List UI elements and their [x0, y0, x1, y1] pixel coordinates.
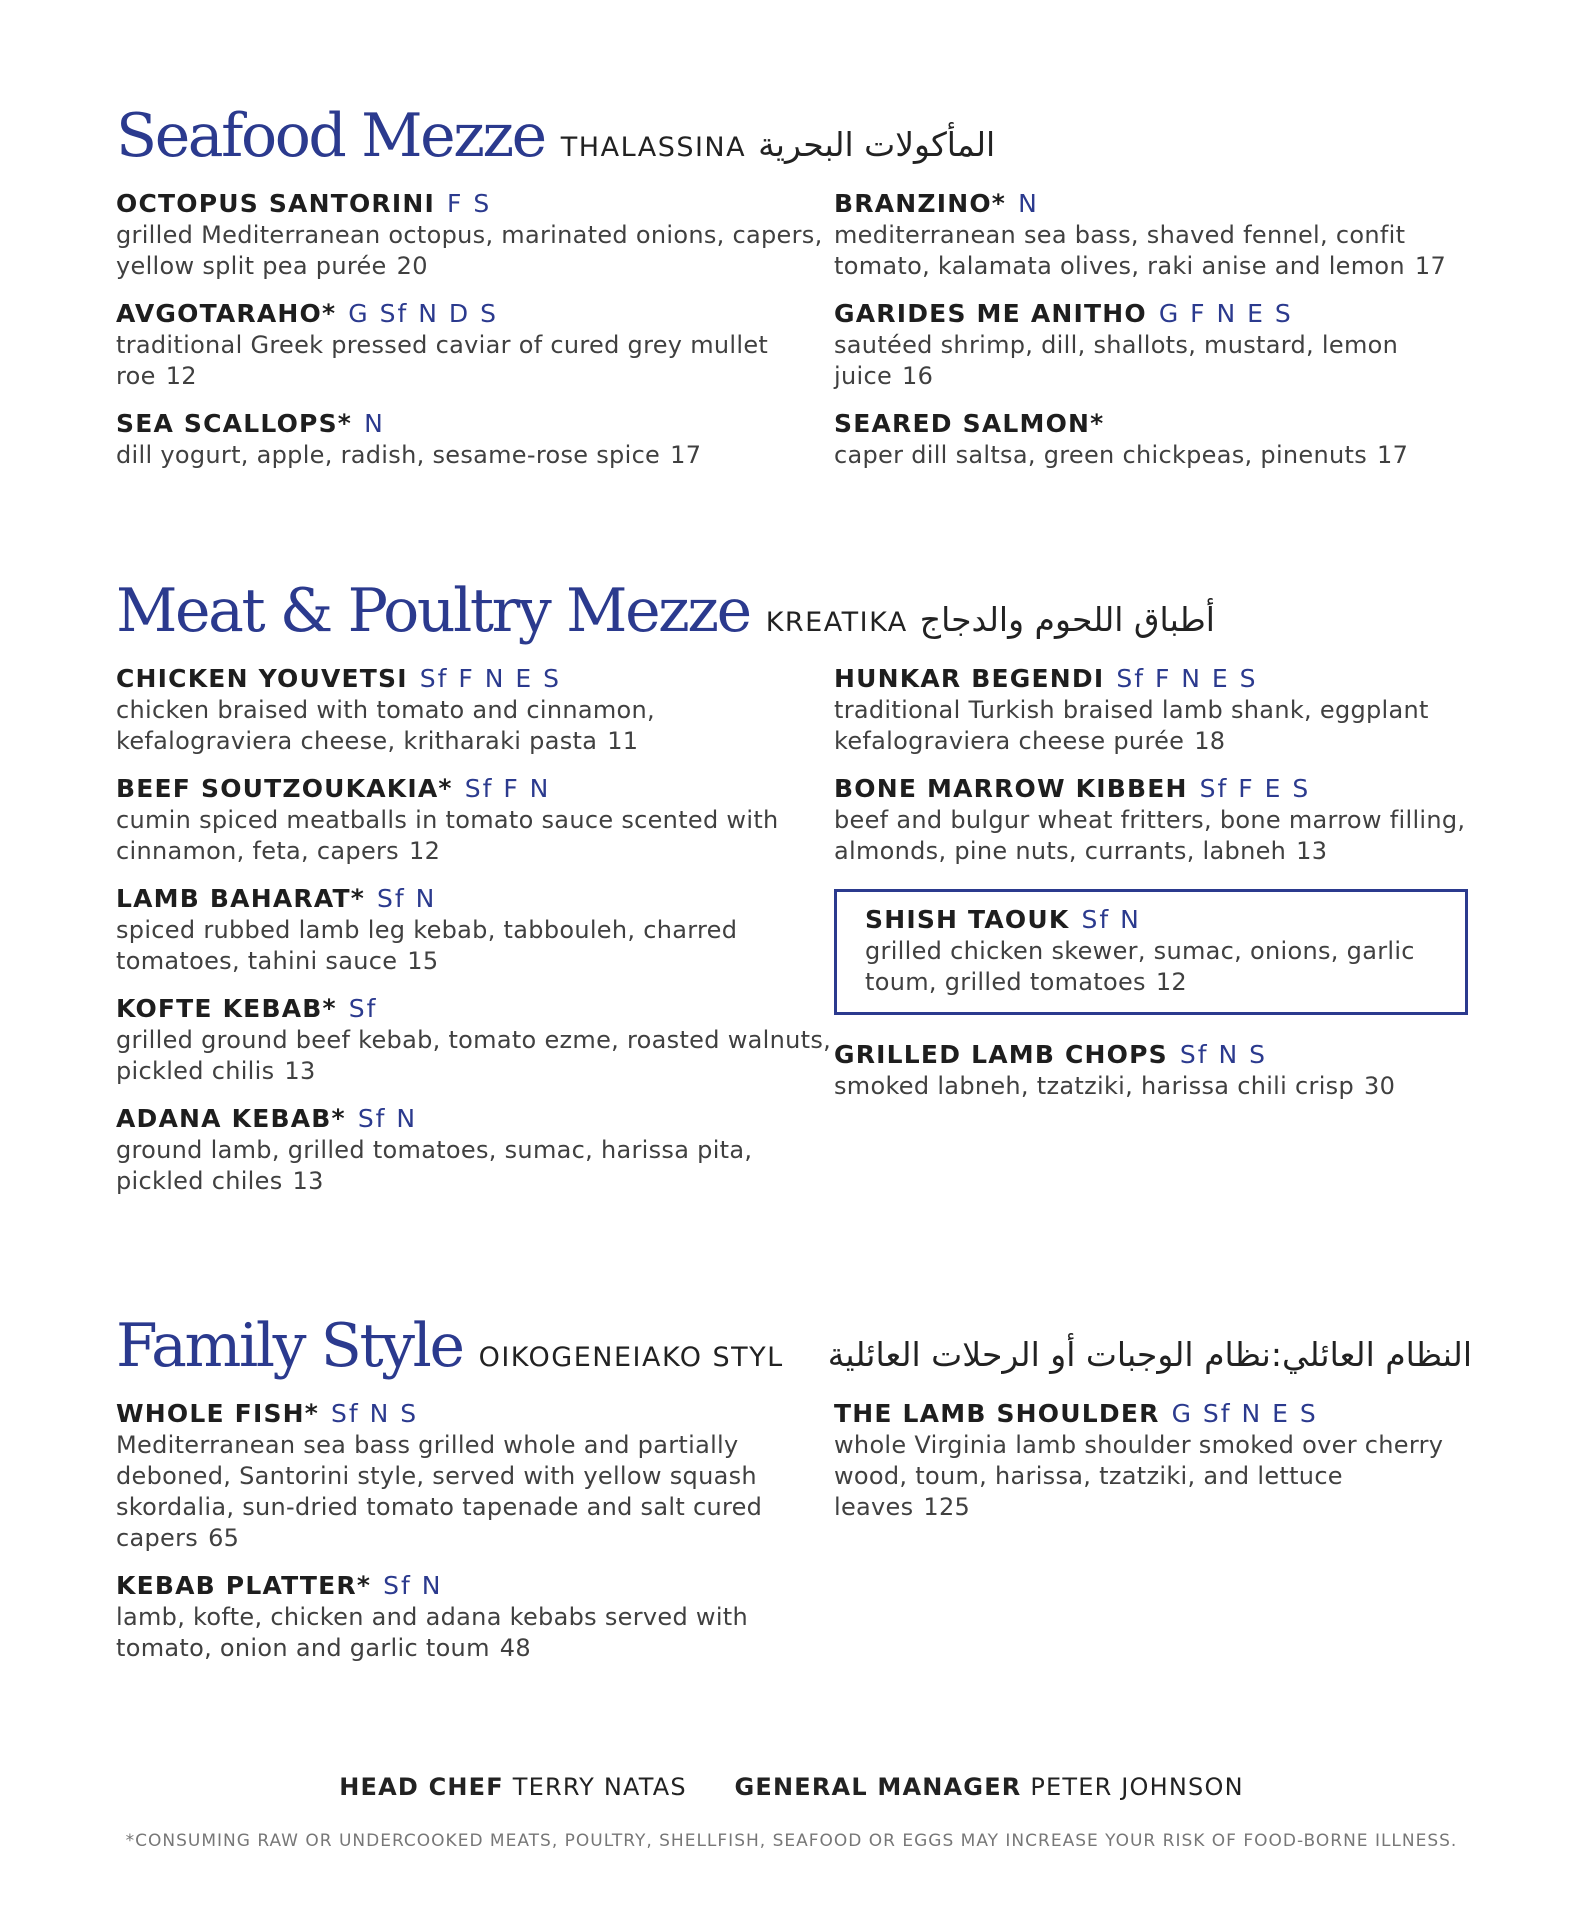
menu-item-description: traditional Greek pressed caviar of cured grey mullet roe [116, 331, 769, 390]
menu-item-description-line [834, 440, 1472, 471]
menu-item-name: BONE MARROW KIBBEH [834, 774, 1188, 803]
allergen-tags: F S [447, 189, 492, 218]
menu-item-description: traditional Turkish braised lamb shank, eggplant kefalograviera cheese purée [834, 696, 1429, 755]
menu-item-description-line [834, 330, 1472, 392]
menu-item-description-line [865, 936, 1437, 998]
menu-item-description-line [116, 440, 834, 471]
menu-item-name: GRILLED LAMB CHOPS [834, 1040, 1168, 1069]
menu-item [116, 1398, 834, 1554]
featured-menu-item [834, 889, 1468, 1015]
menu-item-description-line [834, 1430, 1472, 1523]
allergen-tags: Sf F N E S [1116, 664, 1258, 693]
menu-item-name-line [116, 1570, 834, 1602]
meat-right-column [834, 663, 1472, 1213]
menu-item-description-line [116, 1602, 834, 1664]
family-title: Family Style [116, 1311, 463, 1381]
menu-item-name-line [116, 1398, 834, 1430]
menu-item-name: SHISH TAOUK [865, 905, 1070, 934]
allergen-tags: Sf F N E S [419, 664, 561, 693]
menu-item-description: mediterranean sea bass, shaved fennel, confit tomato, kalamata olives, raki anise and lemon [834, 221, 1406, 280]
menu-item [116, 298, 834, 392]
menu-item-description-line [116, 805, 834, 867]
menu-item [834, 1039, 1472, 1102]
menu-item-name: KOFTE KEBAB* [116, 994, 337, 1023]
menu-item-price: 11 [607, 727, 639, 755]
allergen-tags: Sf F E S [1199, 774, 1311, 803]
menu-item-name-line [834, 188, 1472, 220]
menu-item-description: chicken braised with tomato and cinnamon, kefalograviera cheese, kritharaki pasta [116, 696, 655, 755]
menu-item-name-line [116, 408, 834, 440]
meat-columns [116, 663, 1472, 1213]
menu-item-name: HUNKAR BEGENDI [834, 664, 1105, 693]
menu-item-price: 12 [1155, 968, 1187, 996]
menu-item [834, 773, 1472, 867]
menu-item [116, 663, 834, 757]
seafood-title: Seafood Mezze [116, 101, 545, 171]
menu-item-description-line [116, 915, 834, 977]
allergen-tags: Sf N [383, 1571, 443, 1600]
menu-item-price: 65 [208, 1524, 240, 1552]
menu-item [116, 408, 834, 471]
menu-item-price: 18 [1194, 727, 1226, 755]
family-heading [116, 1311, 1472, 1381]
allergen-tags: N [1018, 189, 1039, 218]
seafood-latin-title: THALASSINA [560, 132, 747, 163]
head-chef-label: HEAD CHEF [339, 1773, 504, 1801]
general-manager-name: PETER JOHNSON [1030, 1773, 1244, 1801]
menu-item-description-line [116, 330, 834, 392]
menu-item-name-line [834, 1398, 1472, 1430]
menu-item-price: 12 [165, 362, 197, 390]
menu-item [116, 1570, 834, 1664]
menu-item [116, 1103, 834, 1197]
menu-item-name-line [116, 298, 834, 330]
menu-item [116, 993, 834, 1087]
allergen-tags: Sf [348, 994, 378, 1023]
menu-item-price: 15 [407, 947, 439, 975]
menu-item [834, 1398, 1472, 1523]
menu-item-name-line [834, 773, 1472, 805]
staff-credits [0, 1773, 1583, 1801]
menu-item-price: 17 [1414, 252, 1447, 280]
menu-item-name: THE LAMB SHOULDER [834, 1399, 1160, 1428]
menu-item-price: 13 [292, 1167, 324, 1195]
menu-item-name-line [865, 904, 1437, 936]
allergen-tags: Sf N S [1179, 1040, 1267, 1069]
family-right-column [834, 1398, 1472, 1680]
menu-item-description-line [834, 1071, 1472, 1102]
allergen-tags: Sf N S [331, 1399, 419, 1428]
menu-item-description-line [116, 1135, 834, 1197]
menu-item-description: grilled ground beef kebab, tomato ezme, roasted walnuts, pickled chilis [116, 1026, 832, 1085]
menu-item-name-line [116, 663, 834, 695]
menu-item-name: SEA SCALLOPS* [116, 409, 353, 438]
meat-latin-title: KREATIKA [765, 607, 908, 638]
menu-item-name-line [834, 1039, 1472, 1071]
menu-item-description: ground lamb, grilled tomatoes, sumac, harissa pita, pickled chiles [116, 1136, 753, 1195]
head-chef-name: TERRY NATAS [512, 1773, 687, 1801]
menu-item-price: 12 [409, 837, 441, 865]
menu-item-price: 20 [396, 252, 428, 280]
menu-item [116, 773, 834, 867]
menu-item-name: AVGOTARAHO* [116, 299, 337, 328]
menu-item [834, 188, 1472, 282]
menu-item-description: beef and bulgur wheat fritters, bone marrow filling, almonds, pine nuts, currants, labneh [834, 806, 1466, 865]
menu-item-price: 17 [670, 441, 702, 469]
menu-item-description: cumin spiced meatballs in tomato sauce scented with cinnamon, feta, capers [116, 806, 779, 865]
meat-arabic-title: أطباق اللحوم والدجاج [919, 600, 1215, 639]
menu-item-description: grilled Mediterranean octopus, marinated onions, capers, yellow split pea purée [116, 221, 823, 280]
menu-item-name: KEBAB PLATTER* [116, 1571, 372, 1600]
menu-item-description-line [834, 220, 1472, 282]
allergen-tags: G Sf N E S [1171, 1399, 1318, 1428]
menu-item-description-line [834, 695, 1472, 757]
menu-item-name: BEEF SOUTZOUKAKIA* [116, 774, 453, 803]
menu-item-description: caper dill saltsa, green chickpeas, pinenuts [834, 441, 1368, 469]
meat-left-column [116, 663, 834, 1213]
allergen-tags: G Sf N D S [348, 299, 498, 328]
menu-item-description: lamb, kofte, chicken and adana kebabs served with tomato, onion and garlic toum [116, 1603, 749, 1662]
menu-item-description: grilled chicken skewer, sumac, onions, garlic toum, grilled tomatoes [865, 937, 1415, 996]
menu-item-name: SEARED SALMON* [834, 409, 1105, 438]
seafood-left-column [116, 188, 834, 487]
seafood-heading [116, 101, 1472, 171]
menu-item-price: 13 [284, 1057, 316, 1085]
menu-item-description: whole Virginia lamb shoulder smoked over cherry wood, toum, harissa, tzatziki, and lettuce leaves [834, 1431, 1444, 1521]
menu-item-price: 30 [1364, 1072, 1396, 1100]
menu-item [116, 883, 834, 977]
allergen-tags: Sf N [1081, 905, 1141, 934]
menu-item [116, 188, 834, 282]
allergen-tags: N [364, 409, 385, 438]
menu-item-price: 48 [499, 1634, 531, 1662]
menu-item-name: ADANA KEBAB* [116, 1104, 346, 1133]
menu-item [834, 663, 1472, 757]
menu-item-description-line [116, 220, 834, 282]
menu-item-name-line [834, 298, 1472, 330]
menu-item [834, 298, 1472, 392]
food-safety-disclaimer: *CONSUMING RAW OR UNDERCOOKED MEATS, POULTRY, SHELLFISH, SEAFOOD OR EGGS MAY INCREASE YOUR RISK OF FOOD-BORNE ILLNESS. [125, 1831, 1458, 1851]
menu-item-description-line [116, 1025, 834, 1087]
allergen-tags: Sf N [376, 884, 437, 913]
menu-item-name-line [116, 993, 834, 1025]
family-columns [116, 1398, 1472, 1680]
allergen-tags: Sf N [357, 1104, 418, 1133]
menu-item-name: LAMB BAHARAT* [116, 884, 365, 913]
family-latin-title: OIKOGENEIAKO STYL [478, 1342, 784, 1373]
meat-heading [116, 576, 1472, 646]
menu-item-name: WHOLE FISH* [116, 1399, 320, 1428]
menu-item-description: sautéed shrimp, dill, shallots, mustard, lemon juice [834, 331, 1399, 390]
menu-item-name-line [116, 188, 834, 220]
family-arabic-title: النظام العائلي:نظام الوجبات أو الرحلات العائلية [827, 1335, 1472, 1374]
menu-item-name: CHICKEN YOUVETSI [116, 664, 408, 693]
family-section [116, 1311, 1472, 1680]
menu-item-description-line [834, 805, 1472, 867]
menu-item-name-line [116, 1103, 834, 1135]
menu-item-name-line [116, 773, 834, 805]
menu-item-description: dill yogurt, apple, radish, sesame-rose spice [116, 441, 661, 469]
menu-item-name: BRANZINO* [834, 189, 1007, 218]
seafood-arabic-title: المأكولات البحرية [758, 125, 996, 164]
menu-item-price: 13 [1296, 837, 1328, 865]
menu-item-price: 16 [902, 362, 934, 390]
menu-item-description-line [116, 1430, 834, 1554]
menu-item-name: OCTOPUS SANTORINI [116, 189, 435, 218]
menu-item-price: 17 [1377, 441, 1409, 469]
allergen-tags: Sf F N [464, 774, 551, 803]
menu-item-description: spiced rubbed lamb leg kebab, tabbouleh, charred tomatoes, tahini sauce [116, 916, 738, 975]
menu-item-name-line [116, 883, 834, 915]
menu-item-description-line [116, 695, 834, 757]
menu-item-description: smoked labneh, tzatziki, harissa chili crisp [834, 1072, 1355, 1100]
meat-section [116, 576, 1472, 1213]
menu-item-name: GARIDES ME ANITHO [834, 299, 1147, 328]
menu-item-price: 125 [923, 1493, 971, 1521]
menu-item-description: Mediterranean sea bass grilled whole and partially deboned, Santorini style, served with yellow squash skordalia, sun-dried tomato tapenade and salt cured capers [116, 1431, 763, 1552]
seafood-columns [116, 188, 1472, 487]
allergen-tags: G F N E S [1158, 299, 1293, 328]
menu-item [834, 408, 1472, 471]
meat-title: Meat & Poultry Mezze [116, 576, 750, 646]
menu-item-name-line [834, 408, 1472, 440]
general-manager-label: GENERAL MANAGER [734, 1773, 1022, 1801]
menu-item-name-line [834, 663, 1472, 695]
seafood-section [116, 101, 1472, 487]
family-left-column [116, 1398, 834, 1680]
seafood-right-column [834, 188, 1472, 487]
